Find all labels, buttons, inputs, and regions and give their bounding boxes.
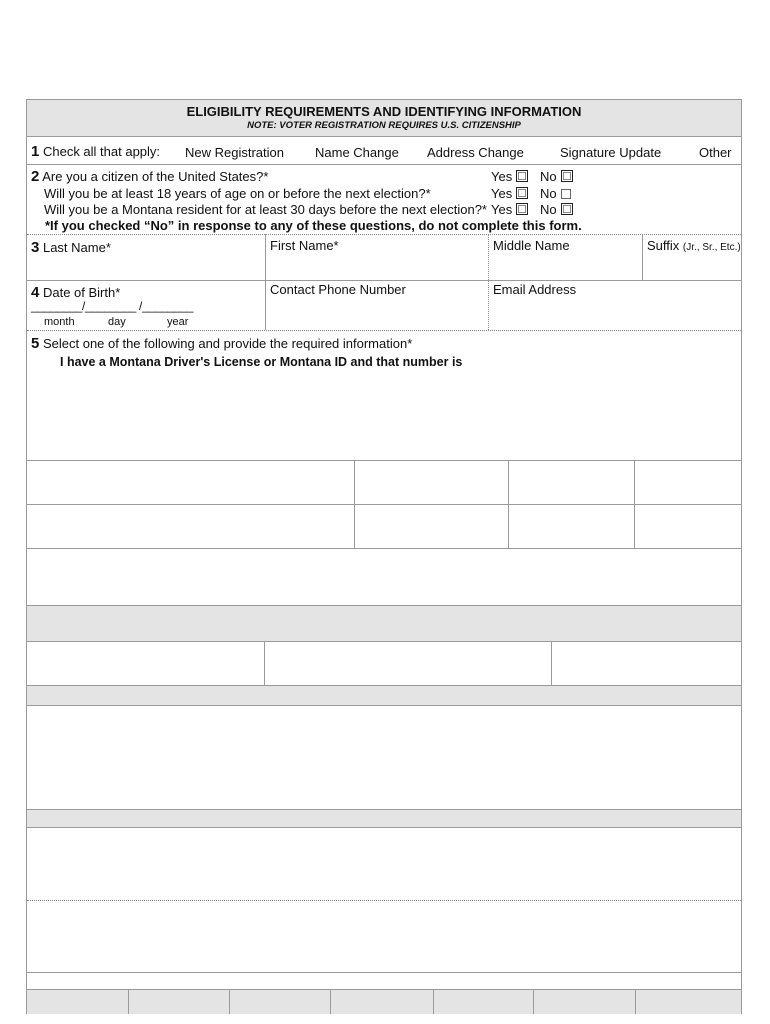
voter-registration-form — [26, 99, 742, 1014]
section-1-label: 1 Check all that apply: — [31, 143, 161, 160]
day-label: day — [108, 316, 126, 328]
question-age: Will you be at least 18 years of age on or before the next election?* — [44, 186, 431, 201]
phone-label: Contact Phone Number — [270, 282, 406, 297]
year-label: year — [167, 316, 189, 328]
age-yes[interactable]: Yes — [491, 186, 528, 201]
email-label: Email Address — [493, 282, 577, 297]
first-name-label: First Name* — [270, 238, 339, 253]
checkbox-icon[interactable] — [561, 170, 573, 182]
month-label: month — [44, 316, 75, 328]
checkbox-icon[interactable] — [561, 203, 573, 215]
question-citizen: 2 Are you a citizen of the United States?* — [31, 168, 269, 185]
checkbox-icon[interactable] — [516, 187, 528, 199]
citizen-no[interactable]: No — [540, 169, 573, 184]
eligibility-warning: *If you checked “No” in response to any of these questions, do not complete this form. — [45, 218, 582, 233]
section-band — [27, 686, 741, 705]
option-name-change[interactable]: Name Change — [315, 145, 399, 160]
middle-name-label: Middle Name — [493, 238, 570, 253]
checkbox-icon[interactable] — [516, 203, 528, 215]
dob-label: 4 Date of Birth* — [31, 284, 121, 301]
id-instruction: 5 Select one of the following and provide the required information* — [31, 335, 413, 352]
form-title: ELIGIBILITY REQUIREMENTS AND IDENTIFYING INFORMATION — [186, 104, 582, 119]
dob-input-line[interactable]: ________/________ /________ — [31, 299, 194, 313]
footer-band — [27, 990, 741, 1014]
section-band — [27, 810, 741, 827]
residency-yes[interactable]: Yes — [491, 202, 528, 217]
option-address-change[interactable]: Address Change — [427, 145, 524, 160]
citizen-yes[interactable]: Yes — [491, 169, 528, 184]
option-other[interactable]: Other — [699, 145, 732, 160]
citizenship-note: NOTE: VOTER REGISTRATION REQUIRES U.S. CITIZENSHIP — [247, 120, 521, 131]
age-no[interactable]: No — [540, 186, 571, 201]
checkbox-icon[interactable] — [516, 170, 528, 182]
section-band — [27, 606, 741, 641]
option-new-registration[interactable]: New Registration — [185, 145, 284, 160]
license-option[interactable]: I have a Montana Driver's License or Montana ID and that number is — [60, 355, 463, 369]
suffix-label: Suffix (Jr., Sr., Etc.) — [647, 238, 741, 253]
residency-no[interactable]: No — [540, 202, 573, 217]
question-residency: Will you be a Montana resident for at least 30 days before the next election?* — [44, 202, 487, 217]
last-name-label: 3 Last Name* — [31, 239, 111, 256]
checkbox-icon[interactable] — [561, 189, 571, 199]
option-signature-update[interactable]: Signature Update — [560, 145, 662, 160]
